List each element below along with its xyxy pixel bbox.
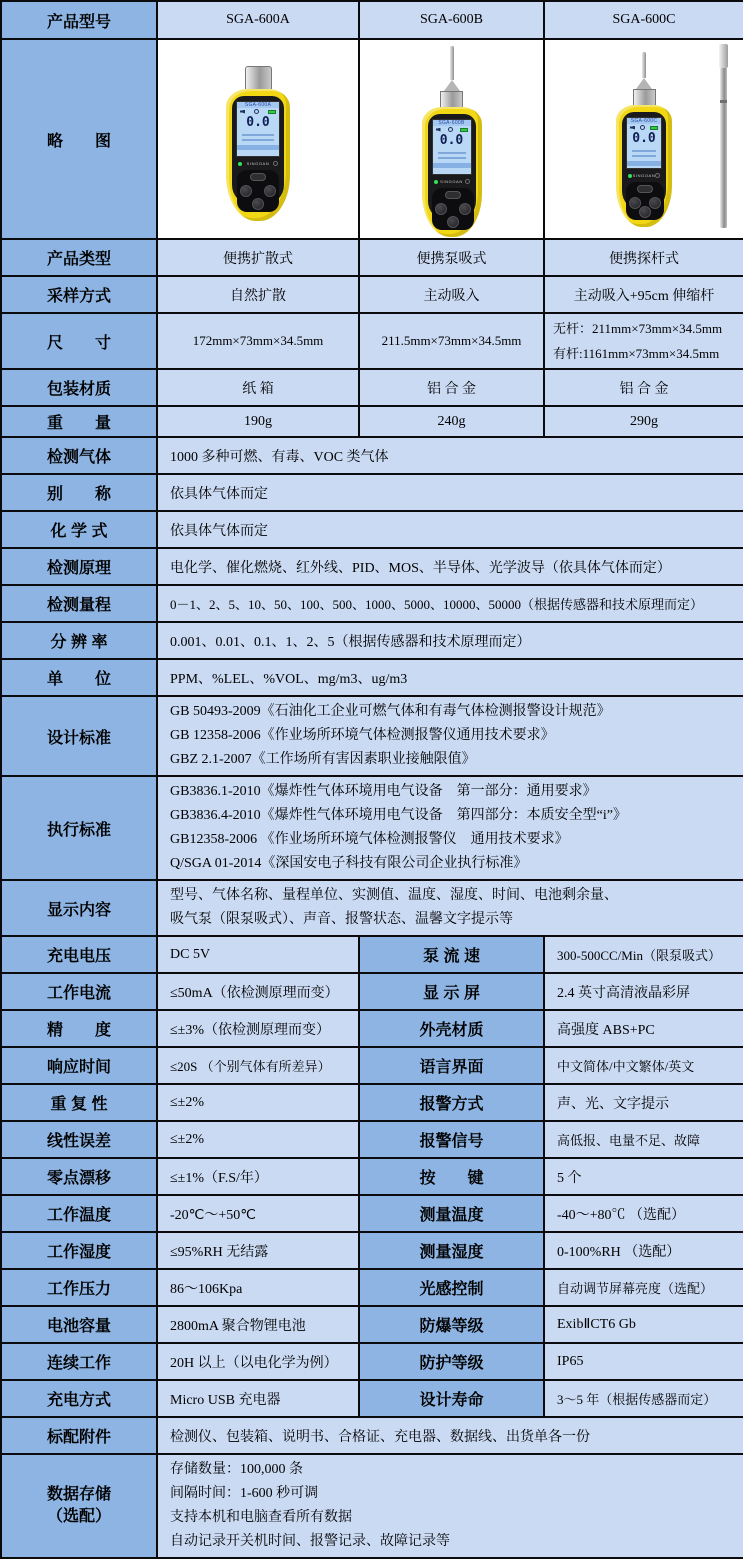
power-icon bbox=[273, 161, 278, 166]
size-b: 211.5mm×73mm×34.5mm bbox=[359, 313, 544, 369]
row-label-alarm-signal: 报警信号 bbox=[359, 1121, 544, 1158]
photo-frame bbox=[545, 40, 743, 236]
table-row bbox=[1, 1232, 743, 1269]
row-label-model: 产品型号 bbox=[1, 1, 157, 39]
lcd-text-line bbox=[438, 152, 466, 154]
data-storage-line: 支持本机和电脑查看所有数据 bbox=[170, 1510, 352, 1525]
lcd-text-line bbox=[632, 150, 656, 152]
fan-icon bbox=[448, 127, 453, 132]
row-label-display: 显示内容 bbox=[1, 880, 157, 936]
table-row bbox=[1, 239, 743, 276]
alarm-signal-value: 高低报、电量不足、故障 bbox=[544, 1121, 743, 1158]
measure-temp-value: -40～+80℃ （选配） bbox=[544, 1195, 743, 1232]
lcd-text-line bbox=[632, 155, 656, 157]
table-row bbox=[1, 659, 743, 696]
row-label-sampling: 采样方式 bbox=[1, 276, 157, 313]
alarm-mode-value: 声、光、文字提示 bbox=[544, 1084, 743, 1121]
row-label-charge-voltage: 充电电压 bbox=[1, 936, 157, 973]
size-a: 172mm×73mm×34.5mm bbox=[157, 313, 359, 369]
table-row bbox=[1, 1010, 743, 1047]
resolution-value: 0.001、0.01、0.1、1、2、5（根据传感器和技术原理而定） bbox=[157, 622, 743, 659]
row-label-alarm-mode: 报警方式 bbox=[359, 1084, 544, 1121]
sensor-cap-icon bbox=[245, 66, 272, 89]
shell-material-value: 高强度 ABS+PC bbox=[544, 1010, 743, 1047]
row-label-working-current: 工作电流 bbox=[1, 973, 157, 1010]
telescopic-rod-icon bbox=[720, 44, 727, 228]
speaker-icon bbox=[630, 126, 635, 130]
battery-value: 2800mA 聚合物锂电池 bbox=[157, 1306, 359, 1343]
status-led-icon bbox=[434, 180, 438, 184]
table-row bbox=[1, 622, 743, 659]
table-row bbox=[1, 313, 743, 369]
lcd-status-icons bbox=[627, 124, 661, 131]
row-label-packing: 包装材质 bbox=[1, 369, 157, 406]
design-std-value bbox=[157, 696, 743, 776]
device-front-panel bbox=[232, 96, 284, 205]
charge-voltage-value: DC 5V bbox=[157, 936, 359, 973]
explosion-proof-value: ExibⅡCT6 Gb bbox=[544, 1306, 743, 1343]
table-row bbox=[1, 1380, 743, 1417]
response-time-value: ≤20S （个别气体有所差异） bbox=[157, 1047, 359, 1084]
button-cluster bbox=[432, 188, 474, 230]
lcd-text-line bbox=[438, 157, 466, 159]
size-c-line2: 有杆:1161mm×73mm×34.5mm bbox=[553, 346, 720, 361]
enter-button bbox=[639, 206, 651, 218]
row-label-resolution: 分 辨 率 bbox=[1, 622, 157, 659]
row-label-principle: 检测原理 bbox=[1, 548, 157, 585]
menu-button bbox=[637, 185, 653, 193]
table-row bbox=[1, 973, 743, 1010]
row-label-working-humidity: 工作湿度 bbox=[1, 1232, 157, 1269]
lcd-screen bbox=[432, 119, 472, 175]
model-name-b: SGA-600B bbox=[359, 1, 544, 39]
row-label-working-pressure: 工作压力 bbox=[1, 1269, 157, 1306]
packing-b: 铝 合 金 bbox=[359, 369, 544, 406]
lcd-date-bar bbox=[237, 145, 279, 150]
brand-row bbox=[626, 172, 662, 180]
table-row bbox=[1, 39, 743, 239]
working-temp-value: -20℃～+50℃ bbox=[157, 1195, 359, 1232]
probe-tube-icon bbox=[642, 52, 646, 78]
working-pressure-value: 86～106Kpa bbox=[157, 1269, 359, 1306]
table-row bbox=[1, 1195, 743, 1232]
rod-tip bbox=[719, 44, 728, 68]
table-row bbox=[1, 776, 743, 880]
table-row bbox=[1, 548, 743, 585]
row-label-gas: 检测气体 bbox=[1, 437, 157, 474]
row-label-repeatability: 重 复 性 bbox=[1, 1084, 157, 1121]
device-front-panel bbox=[428, 114, 476, 221]
device-body bbox=[422, 107, 482, 237]
product-photo-sga-600b bbox=[359, 39, 544, 239]
sampling-b: 主动吸入 bbox=[359, 276, 544, 313]
model-name-a: SGA-600A bbox=[157, 1, 359, 39]
table-row bbox=[1, 511, 743, 548]
lcd-date-bar bbox=[433, 163, 471, 168]
lcd-status-icons bbox=[237, 108, 279, 115]
fan-icon bbox=[254, 109, 259, 114]
status-led-icon bbox=[238, 162, 242, 166]
table-row bbox=[1, 880, 743, 936]
row-label-language: 语言界面 bbox=[359, 1047, 544, 1084]
data-storage-line: 存储数量：100,000 条 bbox=[170, 1462, 303, 1477]
speaker-icon bbox=[436, 128, 441, 132]
device-front-panel bbox=[622, 112, 666, 211]
type-c: 便携探杆式 bbox=[544, 239, 743, 276]
brand-row bbox=[236, 160, 280, 168]
range-value: 0－1、2、5、10、50、100、500、1000、5000、10000、50000（根据传感器和技术原理而定） bbox=[157, 585, 743, 622]
unit-value: PPM、%LEL、%VOL、mg/m3、ug/m3 bbox=[157, 659, 743, 696]
exec-std-line: GB3836.4-2010《爆炸性气体环境用电气设备 第四部分：本质安全型“i”》 bbox=[170, 808, 627, 823]
continuous-work-value: 20H 以上（以电化学为例） bbox=[157, 1343, 359, 1380]
weight-b: 240g bbox=[359, 406, 544, 437]
photo-frame bbox=[360, 40, 543, 236]
gas-detector-illustration bbox=[616, 40, 672, 227]
row-label-explosion-proof: 防爆等级 bbox=[359, 1306, 544, 1343]
model-name-c: SGA-600C bbox=[544, 1, 743, 39]
sampling-c: 主动吸入+95cm 伸缩杆 bbox=[544, 276, 743, 313]
table-row bbox=[1, 1343, 743, 1380]
working-current-value: ≤50mA（依检测原理而变） bbox=[157, 973, 359, 1010]
table-row bbox=[1, 1047, 743, 1084]
product-photo-sga-600a bbox=[157, 39, 359, 239]
lcd-model-text: SGA-600C bbox=[627, 118, 661, 124]
display-line: 吸气泵（限泵吸式）、声音、报警状态、温馨文字提示等 bbox=[170, 912, 513, 927]
right-button bbox=[264, 185, 276, 197]
right-button bbox=[459, 203, 471, 215]
row-label-accessories: 标配附件 bbox=[1, 1417, 157, 1454]
packing-c: 铝 合 金 bbox=[544, 369, 743, 406]
weight-a: 190g bbox=[157, 406, 359, 437]
gas-reading: 0.0 bbox=[246, 115, 270, 130]
row-label-unit: 单 位 bbox=[1, 659, 157, 696]
product-photo-sga-600c bbox=[544, 39, 743, 239]
principle-value: 电化学、催化燃烧、红外线、PID、MOS、半导体、光学波导（依具体气体而定） bbox=[157, 548, 743, 585]
photo-frame bbox=[158, 40, 358, 236]
design-std-line: GBZ 2.1-2007《工作场所有害因素职业接触限值》 bbox=[170, 752, 476, 767]
sensor-cap-icon bbox=[440, 91, 463, 107]
table-row bbox=[1, 1306, 743, 1343]
probe-cone-icon bbox=[636, 78, 652, 89]
table-row bbox=[1, 1269, 743, 1306]
protection-level-value: IP65 bbox=[544, 1343, 743, 1380]
data-storage-line: 间隔时间：1-600 秒可调 bbox=[170, 1486, 319, 1501]
design-std-line: GB 50493-2009《石油化工企业可燃气体和有毒气体检测报警设计规范》 bbox=[170, 704, 611, 719]
gas-detector-illustration bbox=[422, 40, 482, 237]
weight-c: 290g bbox=[544, 406, 743, 437]
row-label-pump-flow: 泵 流 速 bbox=[359, 936, 544, 973]
speaker-icon bbox=[240, 110, 245, 114]
brand-label: SINGOAN bbox=[246, 161, 270, 166]
device-body bbox=[226, 89, 290, 221]
design-std-line: GB 12358-2006《作业场所环境气体检测报警仪通用技术要求》 bbox=[170, 728, 555, 743]
table-row bbox=[1, 1417, 743, 1454]
fan-icon bbox=[640, 125, 645, 130]
design-life-value: 3～5 年（根据传感器而定） bbox=[544, 1380, 743, 1417]
row-label-shell-material: 外壳材质 bbox=[359, 1010, 544, 1047]
right-button bbox=[649, 197, 661, 209]
table-row bbox=[1, 1121, 743, 1158]
accessories-value: 检测仪、包装箱、说明书、合格证、充电器、数据线、出货单各一份 bbox=[157, 1417, 743, 1454]
repeatability-value: ≤±2% bbox=[157, 1084, 359, 1121]
lcd-screen bbox=[236, 101, 280, 157]
display-value bbox=[157, 880, 743, 936]
data-storage-label-line1: 数据存储 bbox=[46, 1486, 111, 1503]
light-control-value: 自动调节屏幕亮度（选配） bbox=[544, 1269, 743, 1306]
table-row bbox=[1, 369, 743, 406]
packing-a: 纸 箱 bbox=[157, 369, 359, 406]
table-row bbox=[1, 1454, 743, 1558]
menu-button bbox=[250, 173, 266, 181]
language-value: 中文简体/中文繁体/英文 bbox=[544, 1047, 743, 1084]
row-label-protection-level: 防护等级 bbox=[359, 1343, 544, 1380]
exec-std-line: GB3836.1-2010《爆炸性气体环境用电气设备 第一部分：通用要求》 bbox=[170, 784, 597, 799]
left-button bbox=[435, 203, 447, 215]
enter-button bbox=[252, 198, 264, 210]
button-cluster bbox=[626, 182, 664, 220]
gas-reading: 0.0 bbox=[439, 133, 464, 148]
table-row bbox=[1, 1158, 743, 1195]
lcd-date-bar bbox=[627, 161, 661, 166]
size-c bbox=[544, 313, 743, 369]
lcd-screen bbox=[626, 117, 662, 169]
formula-value: 依具体气体而定 bbox=[157, 511, 743, 548]
row-label-alias: 别 称 bbox=[1, 474, 157, 511]
row-label-charge-mode: 充电方式 bbox=[1, 1380, 157, 1417]
data-storage-line: 自动记录开关机时间、报警记录、故障记录等 bbox=[170, 1534, 450, 1549]
table-row bbox=[1, 437, 743, 474]
gas-value: 1000 多种可燃、有毒、VOC 类气体 bbox=[157, 437, 743, 474]
charge-mode-value: Micro USB 充电器 bbox=[157, 1380, 359, 1417]
type-b: 便携泵吸式 bbox=[359, 239, 544, 276]
battery-icon bbox=[268, 110, 276, 114]
gas-detector-illustration bbox=[226, 40, 290, 221]
linearity-error-value: ≤±2% bbox=[157, 1121, 359, 1158]
enter-button bbox=[447, 216, 459, 228]
row-label-measure-humidity: 测量湿度 bbox=[359, 1232, 544, 1269]
brand-row bbox=[432, 178, 472, 186]
rod-band bbox=[720, 100, 727, 103]
screen-value: 2.4 英寸高清液晶彩屏 bbox=[544, 973, 743, 1010]
power-icon bbox=[655, 173, 660, 178]
row-label-weight: 重 量 bbox=[1, 406, 157, 437]
pump-flow-value: 300-500CC/Min（限泵吸式） bbox=[544, 936, 743, 973]
button-cluster bbox=[237, 170, 279, 212]
row-label-range: 检测量程 bbox=[1, 585, 157, 622]
row-label-battery: 电池容量 bbox=[1, 1306, 157, 1343]
zero-drift-value: ≤±1%（F.S/年） bbox=[157, 1158, 359, 1195]
row-label-working-temp: 工作温度 bbox=[1, 1195, 157, 1232]
alias-value: 依具体气体而定 bbox=[157, 474, 743, 511]
row-label-measure-temp: 测量温度 bbox=[359, 1195, 544, 1232]
type-a: 便携扩散式 bbox=[157, 239, 359, 276]
row-label-accuracy: 精 度 bbox=[1, 1010, 157, 1047]
table-row bbox=[1, 936, 743, 973]
table-row bbox=[1, 406, 743, 437]
brand-label: SINGOAN bbox=[440, 179, 463, 184]
row-label-linearity-error: 线性误差 bbox=[1, 1121, 157, 1158]
table-row bbox=[1, 585, 743, 622]
lcd-text-line bbox=[242, 134, 274, 136]
status-led-icon bbox=[628, 174, 632, 178]
table-row bbox=[1, 696, 743, 776]
row-label-zero-drift: 零点漂移 bbox=[1, 1158, 157, 1195]
exec-std-line: GB12358-2006 《作业场所环境气体检测报警仪 通用技术要求》 bbox=[170, 832, 569, 847]
brand-label: SINGOAN bbox=[632, 173, 656, 178]
left-button bbox=[629, 197, 641, 209]
lcd-model-text: SGA-600A bbox=[237, 102, 279, 108]
data-storage-label-line2: （选配） bbox=[46, 1508, 111, 1525]
probe-cone-icon bbox=[444, 80, 460, 91]
row-label-data-storage bbox=[1, 1454, 157, 1558]
row-label-exec-std: 执行标准 bbox=[1, 776, 157, 880]
measure-humidity-value: 0-100%RH （选配） bbox=[544, 1232, 743, 1269]
row-label-type: 产品类型 bbox=[1, 239, 157, 276]
table-row bbox=[1, 474, 743, 511]
menu-button bbox=[445, 191, 461, 199]
data-storage-value bbox=[157, 1454, 743, 1558]
row-label-sketch: 略 图 bbox=[1, 39, 157, 239]
power-icon bbox=[465, 179, 470, 184]
accuracy-value: ≤±3%（依检测原理而变） bbox=[157, 1010, 359, 1047]
row-label-size: 尺 寸 bbox=[1, 313, 157, 369]
battery-icon bbox=[460, 128, 468, 132]
probe-tube-icon bbox=[450, 46, 454, 80]
display-line: 型号、气体名称、量程单位、实测值、温度、湿度、时间、电池剩余量、 bbox=[170, 888, 618, 903]
table-row bbox=[1, 1, 743, 39]
gas-reading: 0.0 bbox=[632, 131, 656, 146]
keys-value: 5 个 bbox=[544, 1158, 743, 1195]
row-label-continuous-work: 连续工作 bbox=[1, 1343, 157, 1380]
row-label-keys: 按 键 bbox=[359, 1158, 544, 1195]
row-label-light-control: 光感控制 bbox=[359, 1269, 544, 1306]
table-row bbox=[1, 276, 743, 313]
table-row bbox=[1, 1084, 743, 1121]
working-humidity-value: ≤95%RH 无结露 bbox=[157, 1232, 359, 1269]
device-body bbox=[616, 105, 672, 227]
lcd-model-text: SGA-600B bbox=[433, 120, 471, 126]
exec-std-line: Q/SGA 01-2014《深国安电子科技有限公司企业执行标准》 bbox=[170, 856, 528, 871]
exec-std-value bbox=[157, 776, 743, 880]
size-c-line1: 无杆：211mm×73mm×34.5mm bbox=[553, 321, 723, 336]
row-label-response-time: 响应时间 bbox=[1, 1047, 157, 1084]
lcd-status-icons bbox=[433, 126, 471, 133]
battery-icon bbox=[650, 126, 658, 130]
lcd-text-line bbox=[242, 139, 274, 141]
row-label-formula: 化 学 式 bbox=[1, 511, 157, 548]
sampling-a: 自然扩散 bbox=[157, 276, 359, 313]
left-button bbox=[240, 185, 252, 197]
row-label-design-life: 设计寿命 bbox=[359, 1380, 544, 1417]
sensor-cap-icon bbox=[633, 89, 656, 105]
row-label-design-std: 设计标准 bbox=[1, 696, 157, 776]
row-label-screen: 显 示 屏 bbox=[359, 973, 544, 1010]
